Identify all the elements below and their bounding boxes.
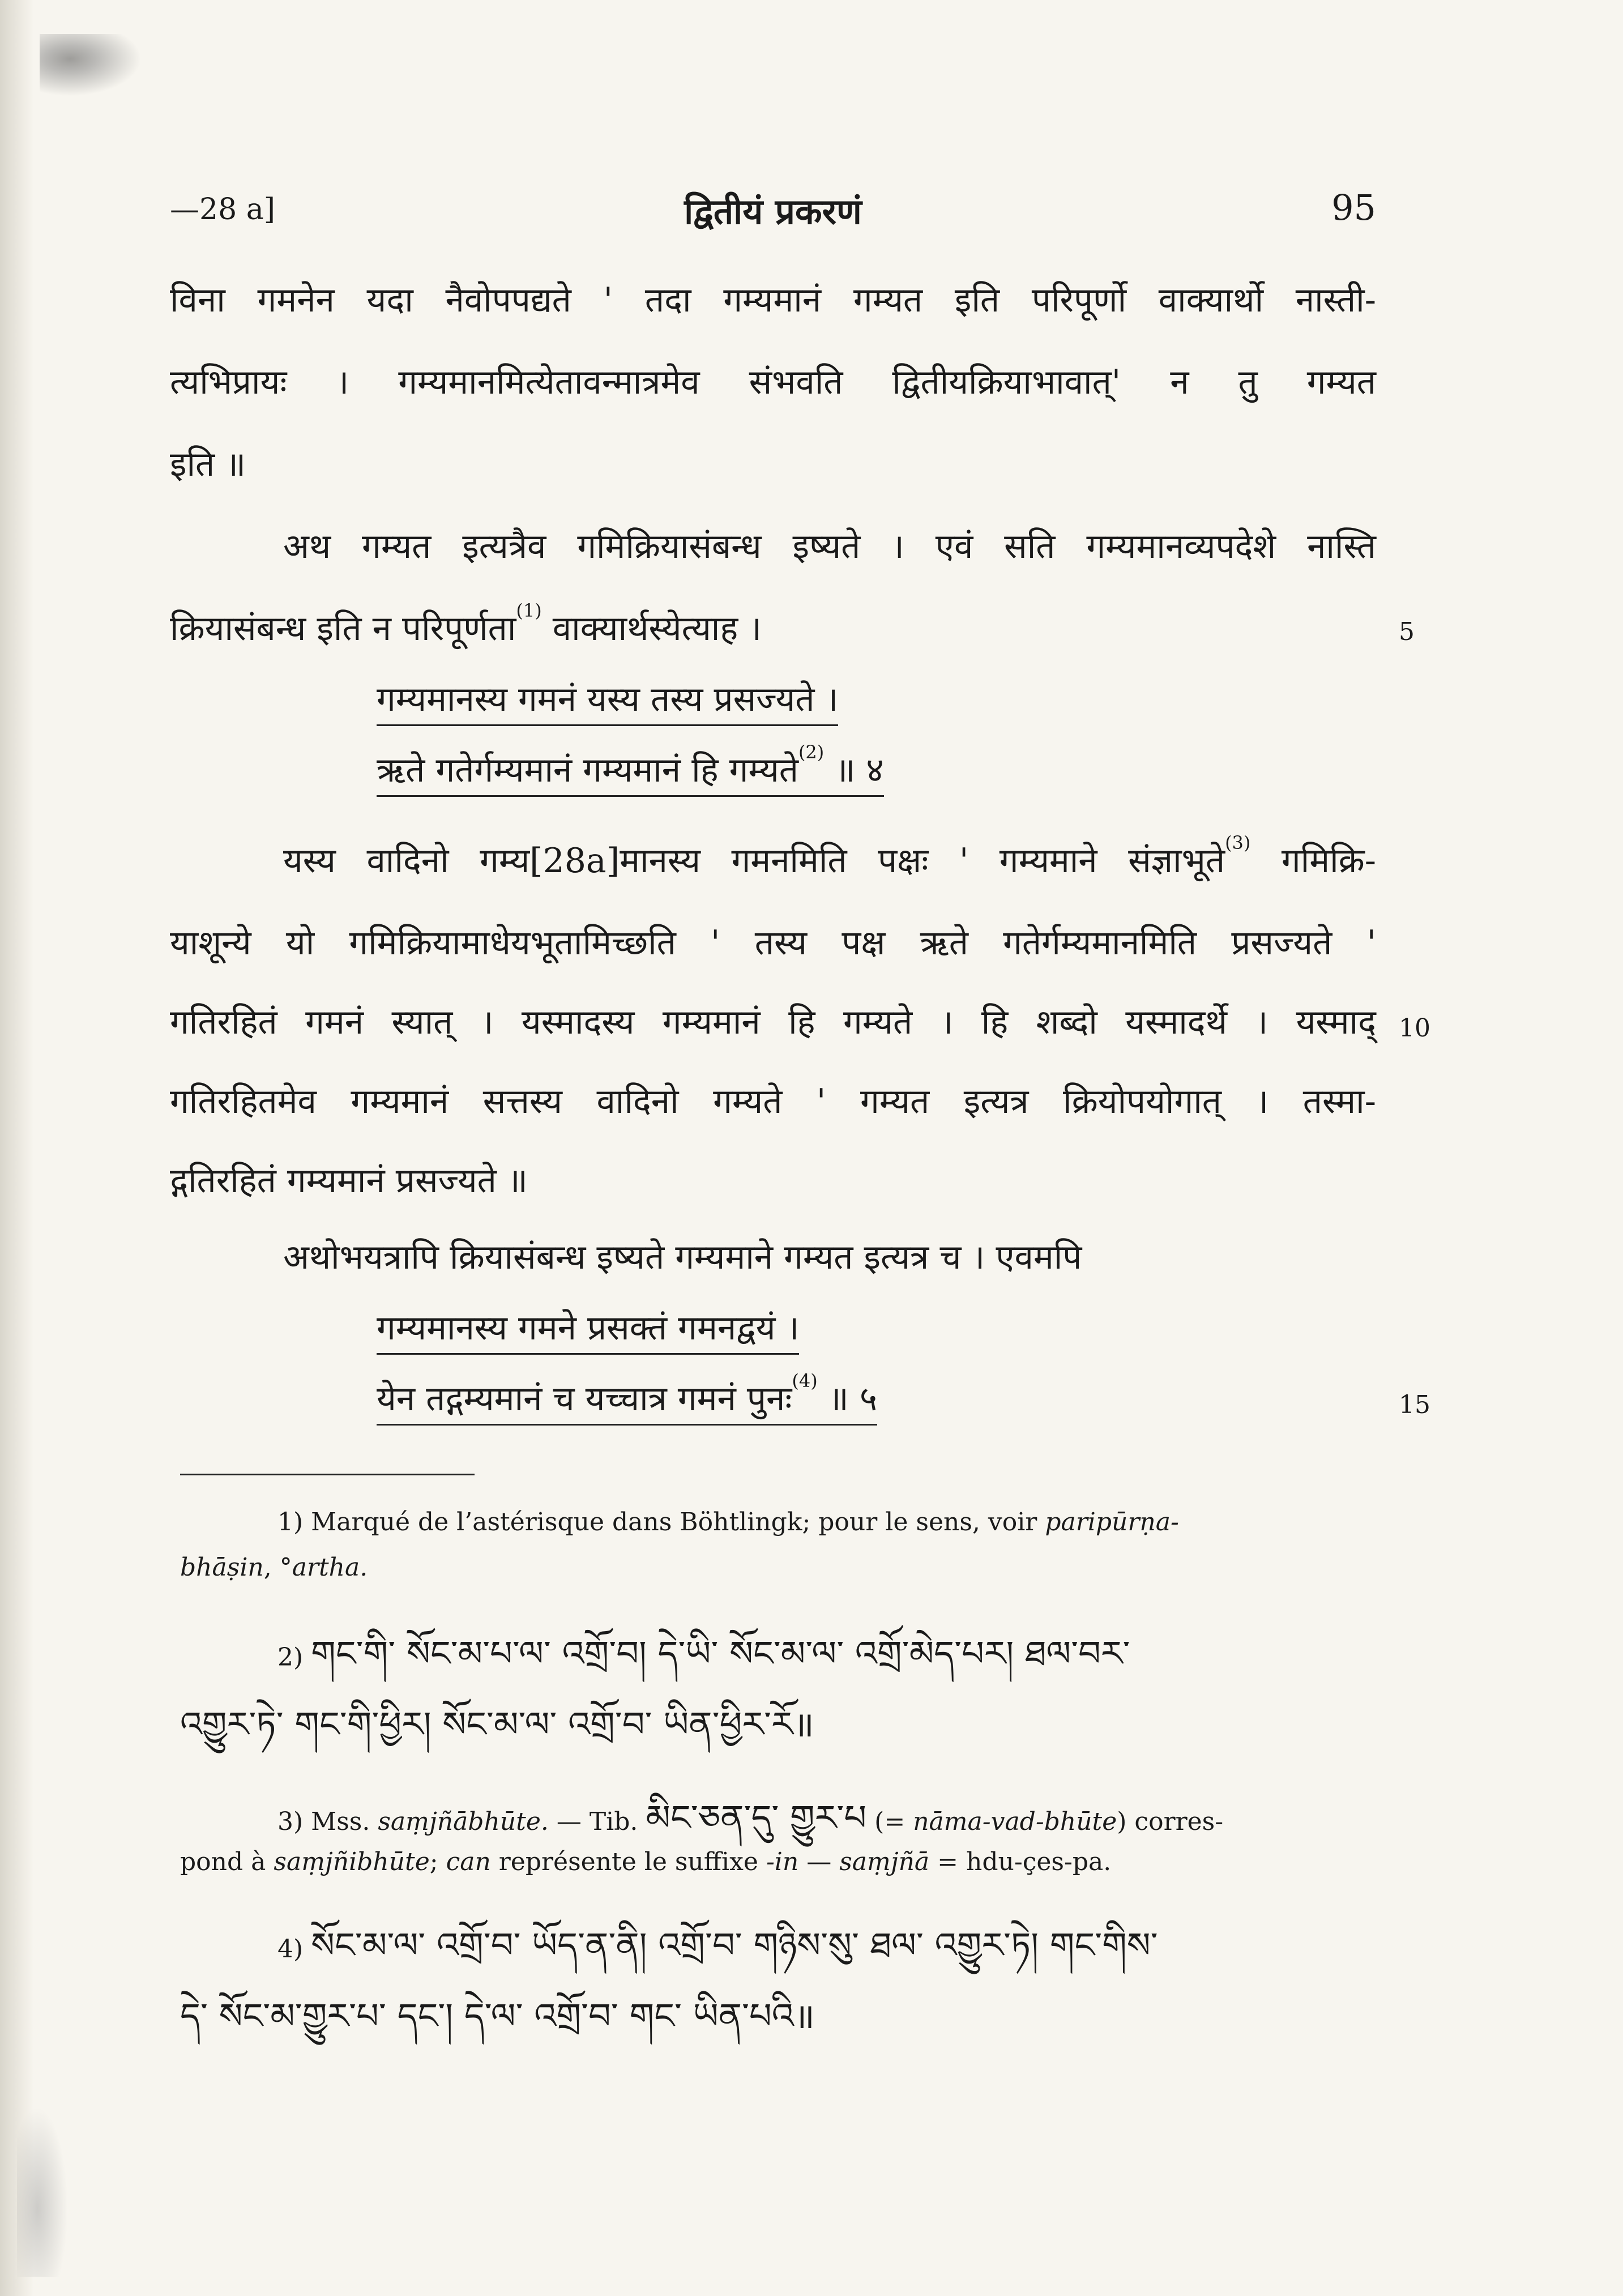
line-number-10: 10 xyxy=(1399,1014,1430,1043)
text-segment: bhāṣin xyxy=(180,1553,264,1582)
footnote-1-line-2 xyxy=(180,1553,368,1582)
scan-speck xyxy=(17,2107,68,2277)
verse-4-line-2 xyxy=(377,741,884,797)
verse-5-line-1: गम्यमानस्य गमने प्रसक्तं गमनद्वयं । xyxy=(377,1311,799,1355)
text-segment: artha. xyxy=(292,1553,368,1582)
verse-number: ॥ ४ xyxy=(824,750,884,790)
tibetan-text: མིང་ཅན་དུ་ གྱུར་པ xyxy=(646,1797,867,1838)
text-segment: — xyxy=(798,1847,840,1876)
tibetan-text: གང་གི་ སོང་མ་པ་ལ་ འགྲོ་བ། དེ་ཡི་ སོང་མ་ལ་ འགྲོ་མེད་པར། ཐལ་བར་ xyxy=(311,1633,1130,1674)
header-folio-ref: —28 a] xyxy=(170,193,275,227)
footnote-1-line-1 xyxy=(277,1508,1179,1537)
text-segment: can xyxy=(446,1847,491,1876)
text-segment: क्रियासंबन्ध इति न परिपूर्णता xyxy=(170,609,516,648)
footnote-ref-1: (1) xyxy=(516,600,542,621)
text-segment: (= xyxy=(866,1807,913,1836)
text-segment: , ° xyxy=(263,1553,292,1582)
text-line-4: अथ गम्यत इत्यत्रैव गमिक्रियासंबन्ध इष्यते । एवं सति गम्यमानव्यपदेशे नास्ति xyxy=(283,527,1376,566)
footnote-label: 4) xyxy=(277,1935,311,1964)
footnote-label: 2) xyxy=(277,1643,311,1672)
footnote-rule xyxy=(180,1474,475,1475)
footnote-2-line-2 xyxy=(180,1685,814,1784)
line-number-5: 5 xyxy=(1399,617,1415,646)
tibetan-text: འགྱུར་ཏེ་ གང་གི་ཕྱིར། སོང་མ་ལ་ འགྲོ་བ་ ཡིན་ཕྱིར་རོ॥ xyxy=(180,1704,814,1745)
text-segment: -in xyxy=(766,1847,799,1876)
text-line-11: अथोभयत्रापि क्रियासंबन्ध इष्यते गम्यमाने गम्यत इत्यत्र च । एवमपि xyxy=(283,1237,1082,1277)
text-segment: वाक्यार्थस्येत्याह । xyxy=(541,609,762,648)
text-line-7: याशून्ये यो गमिक्रियामाधेयभूतामिच्छति ' तस्य पक्ष ऋते गतेर्गम्यमानमिति प्रसज्यते ' xyxy=(170,923,1376,963)
tibetan-text: དེ་ སོང་མ་གྱུར་པ་ དང་། དེ་ལ་ འགྲོ་བ་ གང་ ཡིན་པའི॥ xyxy=(180,1995,815,2037)
footnote-ref-3: (3) xyxy=(1225,832,1251,853)
running-header xyxy=(170,187,1376,244)
text-segment: pond à xyxy=(180,1847,274,1876)
verse-4-line-1: गम्यमानस्य गमनं यस्य तस्य प्रसज्यते । xyxy=(377,682,838,726)
text-line-6 xyxy=(283,832,1376,881)
line-number-15: 15 xyxy=(1399,1390,1430,1419)
text-segment: ऋते गतेर्गम्यमानं गम्यमानं हि गम्यते xyxy=(377,750,798,790)
text-segment: nāma-vad-bhūte xyxy=(913,1807,1117,1836)
verse-5-line-2 xyxy=(377,1370,878,1426)
text-segment: saṃjñibhūte xyxy=(274,1847,430,1876)
verse-number: ॥ ५ xyxy=(817,1379,878,1419)
text-segment: saṃjñā xyxy=(839,1847,930,1876)
text-line-9: गतिरहितमेव गम्यमानं सत्तस्य वादिनो गम्यते ' गम्यत इत्यत्र क्रियोपयोगात् । तस्मा- xyxy=(170,1082,1376,1121)
text-line-5 xyxy=(170,600,762,648)
scan-speck xyxy=(40,34,142,96)
text-line-8: गतिरहितं गमनं स्यात् । यस्मादस्य गम्यमानं हि गम्यते । हि शब्दो यस्मादर्थे । यस्माद् xyxy=(170,1002,1376,1042)
text-segment: 3) Mss. xyxy=(277,1807,378,1836)
text-segment: = hdu-çes-pa. xyxy=(929,1847,1112,1876)
header-chapter-title: द्वितीयं प्रकरणं xyxy=(684,191,862,232)
text-segment: représente le suffixe xyxy=(490,1847,766,1876)
text-segment: ; xyxy=(429,1847,446,1876)
text-line-10: द्गतिरहितं गम्यमानं प्रसज्यते ॥ xyxy=(170,1161,528,1201)
scan-edge xyxy=(0,0,34,2296)
text-segment: saṃjñābhūte. xyxy=(378,1807,549,1836)
text-segment: paripūrṇa- xyxy=(1045,1508,1179,1537)
text-segment: ) corres- xyxy=(1117,1807,1224,1836)
text-line-3: इति ॥ xyxy=(170,445,246,484)
text-line-1: विना गमनेन यदा नैवोपपद्यते ' तदा गम्यमानं गम्यत इति परिपूर्णो वाक्यार्थो नास्ती- xyxy=(170,280,1376,320)
footnote-3-line-2 xyxy=(180,1847,1111,1876)
text-segment: 1) Marqué de l’astérisque dans Böhtlingk; pour le sens, voir xyxy=(277,1508,1045,1537)
footnote-ref-2: (2) xyxy=(798,741,825,763)
footnote-ref-4: (4) xyxy=(792,1370,818,1392)
page-number: 95 xyxy=(1331,187,1376,228)
text-segment: यस्य वादिनो गम्य[28a]मानस्य गमनमिति पक्षः ' गम्यमाने संज्ञाभूते xyxy=(283,841,1225,881)
text-segment: गमिक्रि- xyxy=(1250,841,1376,881)
text-line-2: त्यभिप्रायः । गम्यमानमित्येतावन्मात्रमेव संभवति द्वितीयक्रियाभावात्' न तु गम्यत xyxy=(170,362,1376,402)
text-segment: — Tib. xyxy=(548,1807,646,1836)
text-segment: येन तद्गम्यमानं च यच्चात्र गमनं पुनः xyxy=(377,1379,792,1419)
footnote-4-line-2 xyxy=(180,1977,815,2076)
tibetan-text: སོང་མ་ལ་ འགྲོ་བ་ ཡོད་ན་ནི། འགྲོ་བ་ གཉིས་སུ་ ཐལ་ འགྱུར་ཏེ། གང་གིས་ xyxy=(311,1924,1158,1966)
